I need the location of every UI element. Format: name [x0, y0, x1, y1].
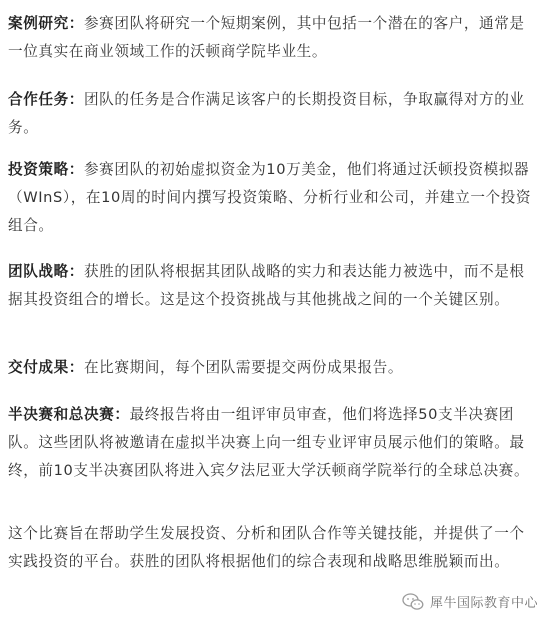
watermark: [402, 592, 538, 611]
paragraph-semifinal-final: [8, 401, 536, 485]
paragraph-case-study: [8, 10, 536, 66]
paragraph-investment-strategy: [8, 156, 536, 240]
paragraph-heading: 合作任务：: [8, 91, 84, 108]
paragraph-text: 参赛团队将研究一个短期案例，其中包括一个潜在的客户，通常是一位真实在商业领域工作的沃顿商学院毕业生。: [8, 15, 525, 60]
paragraph-summary: [8, 520, 536, 576]
paragraph-text: 团队的任务是合作满足该客户的长期投资目标，争取赢得对方的业务。: [8, 91, 525, 136]
paragraph-text: 最终报告将由一组评审员审查，他们将选择50支半决赛团队。这些团队将被邀请在虚拟半决赛上向一组专业评审员展示他们的策略。最终，前10支半决赛团队将进入宾夕法尼亚大学沃顿商学院举行的全球总决赛。: [8, 406, 530, 479]
paragraph-heading: 投资策略：: [8, 161, 84, 178]
paragraph-heading: 交付成果：: [8, 359, 84, 376]
paragraph-heading: 半决赛和总决赛：: [8, 406, 130, 423]
paragraph-text: 参赛团队的初始虚拟资金为10万美金，他们将通过沃顿投资模拟器（WInS），在10周的时间内撰写投资策略、分析行业和公司，并建立一个投资组合。: [8, 161, 532, 234]
paragraph-team-strategy: [8, 258, 536, 314]
paragraph-heading: 案例研究：: [8, 15, 84, 32]
paragraph-deliverables: [8, 354, 536, 382]
paragraph-heading: 团队战略：: [8, 263, 84, 280]
paragraph-collaboration-task: [8, 86, 536, 142]
wechat-icon: [402, 593, 424, 611]
watermark-text: 犀牛国际教育中心: [430, 592, 538, 611]
paragraph-text: 获胜的团队将根据其团队战略的实力和表达能力被选中，而不是根据其投资组合的增长。这是这个投资挑战与其他挑战之间的一个关键区别。: [8, 263, 525, 308]
paragraph-text: 这个比赛旨在帮助学生发展投资、分析和团队合作等关键技能，并提供了一个实践投资的平台。获胜的团队将根据他们的综合表现和战略思维脱颖而出。: [8, 525, 525, 570]
paragraph-text: 在比赛期间，每个团队需要提交两份成果报告。: [83, 359, 404, 376]
